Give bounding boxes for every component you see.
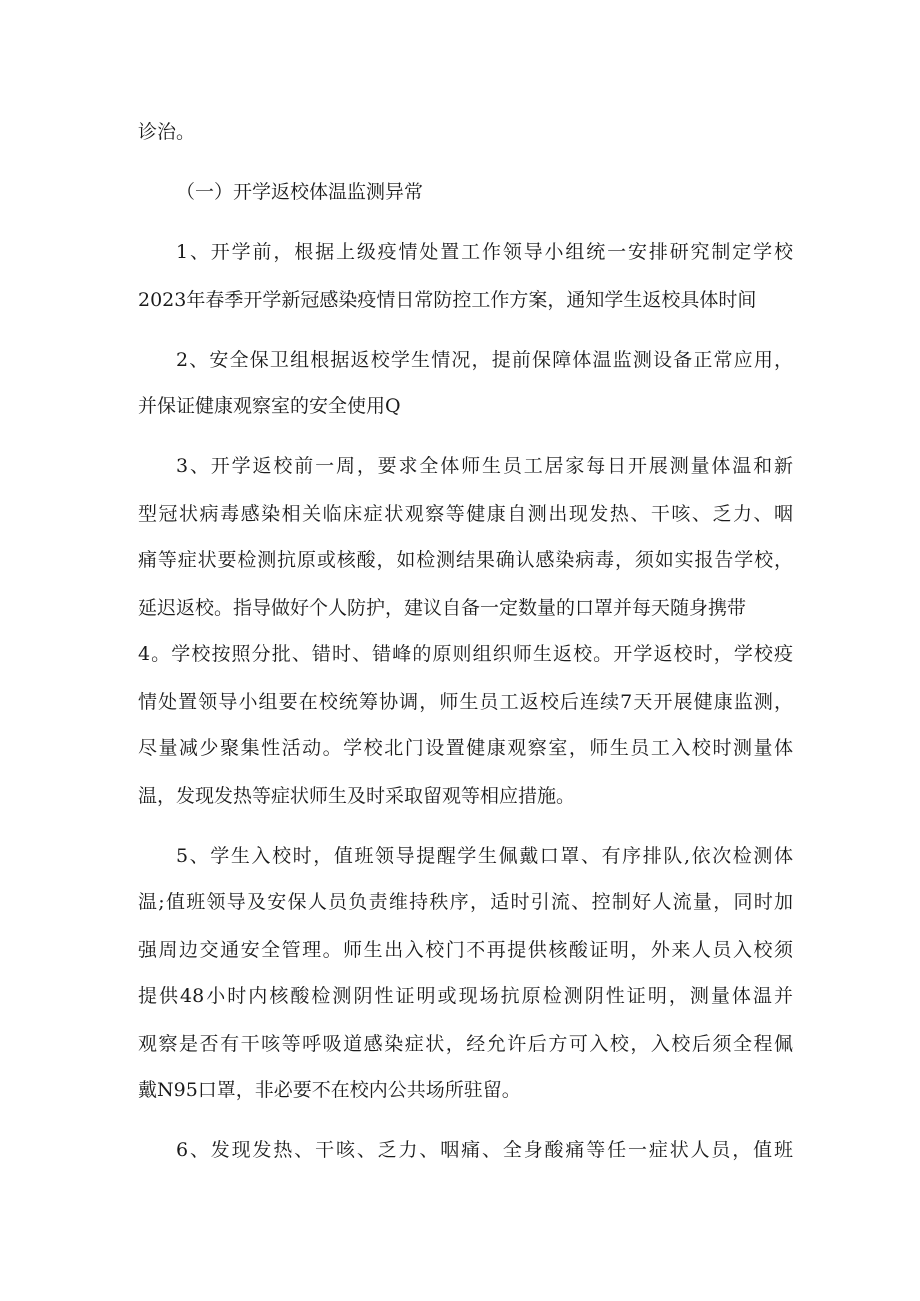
text-line: 延迟返校。指导做好个人防护，建议自备一定数量的口罩并每天随身携带 xyxy=(138,597,747,619)
text-line: 温，发现发热等症状师生及时采取留观等相应措施。 xyxy=(138,785,576,807)
text-line: 提供48小时内核酸检测阴性证明或现场抗原检测阴性证明，测量体温并 xyxy=(138,985,793,1007)
text-line: 并保证健康观察室的安全使用Q xyxy=(138,395,401,417)
section-heading: （一）开学返校体温监测异常 xyxy=(176,181,424,203)
text-line: 2、安全保卫组根据返校学生情况，提前保障体温监测设备正常应用， xyxy=(176,349,793,371)
text-line: 4。学校按照分批、错时、错峰的原则组织师生返校。开学返校时，学校疫 xyxy=(138,643,793,665)
text-line: 型冠状病毒感染相关临床症状观察等健康自测出现发热、干咳、乏力、咽 xyxy=(138,503,793,525)
text-line: 情处置领导小组要在校统筹协调，师生员工返校后连续7天开展健康监测， xyxy=(138,691,793,713)
text-line: 观察是否有干咳等呼吸道感染症状，经允许后方可入校，入校后须全程佩 xyxy=(138,1033,793,1055)
text-line: 温;值班领导及安保人员负责维持秩序，适时引流、控制好人流量，同时加 xyxy=(138,891,793,913)
text-line: 戴N95口罩，非必要不在校内公共场所驻留。 xyxy=(138,1079,521,1101)
text-line: 1、开学前，根据上级疫情处置工作领导小组统一安排研究制定学校 xyxy=(176,241,793,263)
text-line: 诊治。 xyxy=(138,121,196,143)
text-line: 3、开学返校前一周，要求全体师生员工居家每日开展测量体温和新 xyxy=(176,455,793,477)
text-line: 强周边交通安全管理。师生出入校门不再提供核酸证明，外来人员入校须 xyxy=(138,939,793,961)
text-line: 6、发现发热、干咳、乏力、咽痛、全身酸痛等任一症状人员，值班 xyxy=(176,1139,793,1161)
text-line: 痛等症状要检测抗原或核酸，如检测结果确认感染病毒，须如实报告学校， xyxy=(138,549,793,571)
text-line: 2023年春季开学新冠感染疫情日常防控工作方案，通知学生返校具体时间 xyxy=(138,289,757,311)
text-line: 尽量减少聚集性活动。学校北门设置健康观察室，师生员工入校时测量体 xyxy=(138,737,793,759)
text-line: 5、学生入校时，值班领导提醒学生佩戴口罩、有序排队,依次检测体 xyxy=(176,845,793,867)
